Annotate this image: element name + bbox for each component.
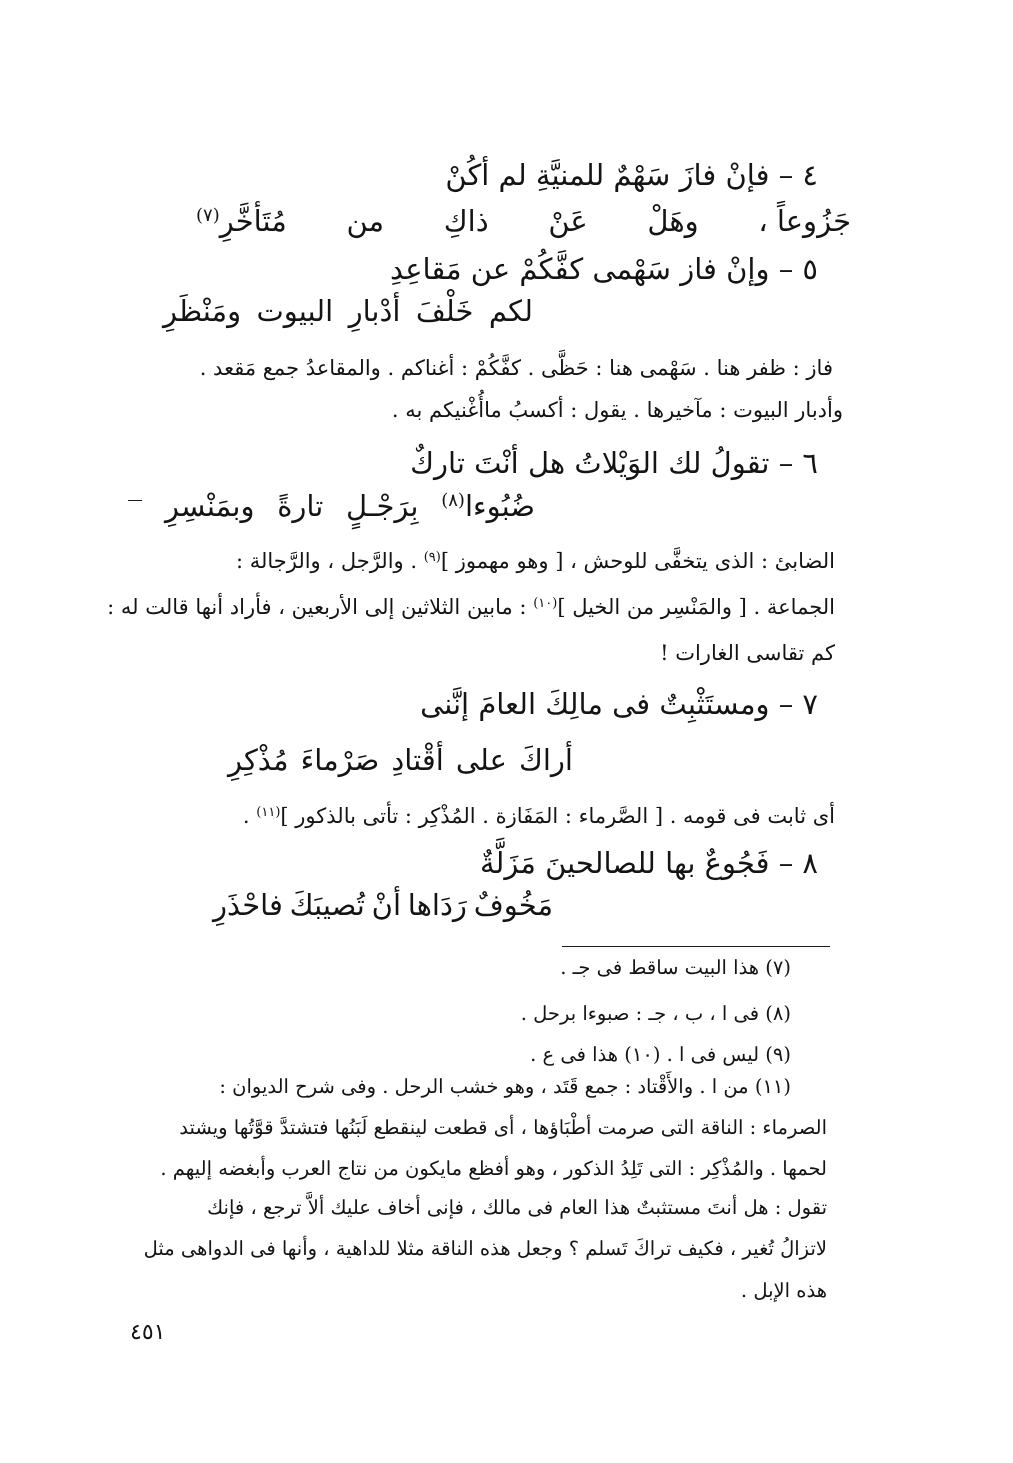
- word: أقْتادِ: [391, 743, 444, 777]
- footnote-9-10: (٩) ليس فى ا . (١٠) هذا فى ع .: [530, 1043, 791, 1066]
- word: وبمَنْسِرِ: [165, 489, 255, 523]
- word: رَدَاها: [407, 888, 467, 922]
- footnote-11-line: الصرماء : الناقة التى صرمت أطْبَاؤها ، أى قطعت لينقطع لَبَنُها فتشتدَّ قوَّتُها ويشتد: [179, 1116, 827, 1139]
- footnote-marker-7: (٧): [196, 205, 220, 227]
- footnote-11-line: (١١) من ا . والأَقْتاد : جمع قَتَد ، وهو خشب الرحل . وفى شرح الديوان :: [219, 1075, 791, 1098]
- footnote-marker-10: (١٠): [533, 595, 558, 611]
- word: ضُبُوءا$^{(٨)}$: [441, 489, 535, 523]
- footnote-marker-8: (٨): [441, 490, 465, 512]
- word: أنْ: [371, 888, 401, 922]
- footnote-7: (٧) هذا البيت ساقط فى جـ .: [560, 956, 791, 979]
- verse-7-first-hemistich: ٧ – ومستَثْبِتٌ فى مالِكَ العامَ إنَّنى: [420, 687, 818, 721]
- footnote-11-line: لحمها . والمُذْكِر : التى تَلِدُ الذكور ، وهو أفظع مايكون من نتاج العرب وأبغضه إليهم .: [160, 1157, 827, 1180]
- footnote-separator: [562, 946, 830, 947]
- commentary-line: كم تقاسى الغارات !: [660, 641, 835, 665]
- verse-4-second-hemistich: [196, 204, 851, 239]
- word: فاحْذَرِ: [213, 888, 283, 922]
- word: مُذْكِرِ: [228, 743, 289, 777]
- commentary-line: [130, 549, 835, 574]
- page-number: ٤٥١: [130, 1320, 166, 1345]
- verse-8-second-hemistich: [213, 888, 553, 923]
- word: البيوت: [256, 294, 334, 328]
- word: على: [455, 743, 507, 777]
- word: مُتَأخَّرِ$^{(٧)}$: [196, 204, 287, 238]
- footnote-marker-9: (٩): [423, 549, 441, 565]
- verse-8-first-hemistich: ٨ – فَجُوعٌ بها للصالحينَ مَزَلَّةٌ: [479, 846, 818, 880]
- verse-5-first-hemistich: ٥ – وإنْ فاز سَهْمى كفَّكُمْ عن مَقاعِدِ: [389, 252, 818, 286]
- commentary-line: فاز : ظفر هنا . سَهْمى هنا : حَظَّى . كفَّكُمْ : أغناكم . والمقاعدُ جمع مَقعد .: [199, 356, 833, 380]
- commentary-line: [243, 804, 835, 829]
- word: مَخُوفٌ: [473, 888, 553, 922]
- word: بِرَجْـلٍ: [346, 489, 419, 523]
- verse-4-first-hemistich: ٤ – فإنْ فازَ سَهْمٌ للمنيَّةِ لم أكُنْ: [445, 158, 818, 192]
- word: خَلْفَ: [415, 294, 474, 328]
- footnote-11-line: تقول : هل أنتَ مستثبتٌ هذا العام فى مالك ، فإنى أخاف عليك ألاَّ ترجع ، فإنك: [207, 1196, 827, 1219]
- line-end-dash: [128, 500, 142, 501]
- word: تُصيبَكَ: [289, 888, 365, 922]
- word: ومَنْظَرِ: [163, 294, 242, 328]
- text-segment: الجماعة . [ والمَنْسِر من الخيل ]$^{(١٠)}$ : مابين الثلاثين إلى الأربعين ، فأراد أنها قالت له :: [107, 595, 835, 619]
- footnote-11-line: هذه الإبل .: [740, 1279, 827, 1302]
- footnote-marker-11: (١١): [256, 804, 281, 820]
- word: من: [346, 204, 385, 238]
- text-segment: الضابئ : الذى يتخفَّى للوحش ، [ وهو مهموز ]$^{(٩)}$ . والرَّجل ، والرَّجالة :: [235, 549, 835, 573]
- word: لكم: [488, 294, 533, 328]
- commentary-line: [107, 595, 835, 620]
- word: عَنْ: [548, 204, 588, 238]
- verse-6-first-hemistich: ٦ – تقولُ لك الوَيْلاتُ هل أنْتَ تاركٌ: [410, 446, 818, 480]
- footnote-11-line: لاتزالُ تُغير ، فكيف تراكَ تَسلم ؟ وجعل هذه الناقة مثلا للداهية ، وأنها فى الدواهى مثل: [143, 1237, 827, 1260]
- footnote-8: (٨) فى ا ، ب ، جـ : صبوءا برحل .: [520, 1002, 791, 1025]
- word: أدْبارِ: [348, 294, 401, 328]
- verse-6-second-hemistich: [165, 489, 535, 524]
- commentary-line: وأدبار البيوت : مآخيرها . يقول : أكسبُ ماأُغْنيكم به .: [391, 398, 843, 422]
- word: صَرْماءَ: [300, 743, 380, 777]
- text-segment: أى ثابت فى قومه . [ الصَّرماء : المَفَازة . المُذْكِر : تأتى بالذكور ]$^{(١١)}$ .: [242, 804, 835, 828]
- verse-7-second-hemistich: [228, 743, 573, 778]
- verse-5-second-hemistich: [163, 294, 533, 329]
- word: جَزُوعاً ،: [758, 204, 851, 238]
- word: وهَلْ: [647, 204, 699, 238]
- word: تارةً: [277, 489, 324, 523]
- word: أراكَ: [518, 743, 573, 777]
- word: ذاكِ: [443, 204, 489, 238]
